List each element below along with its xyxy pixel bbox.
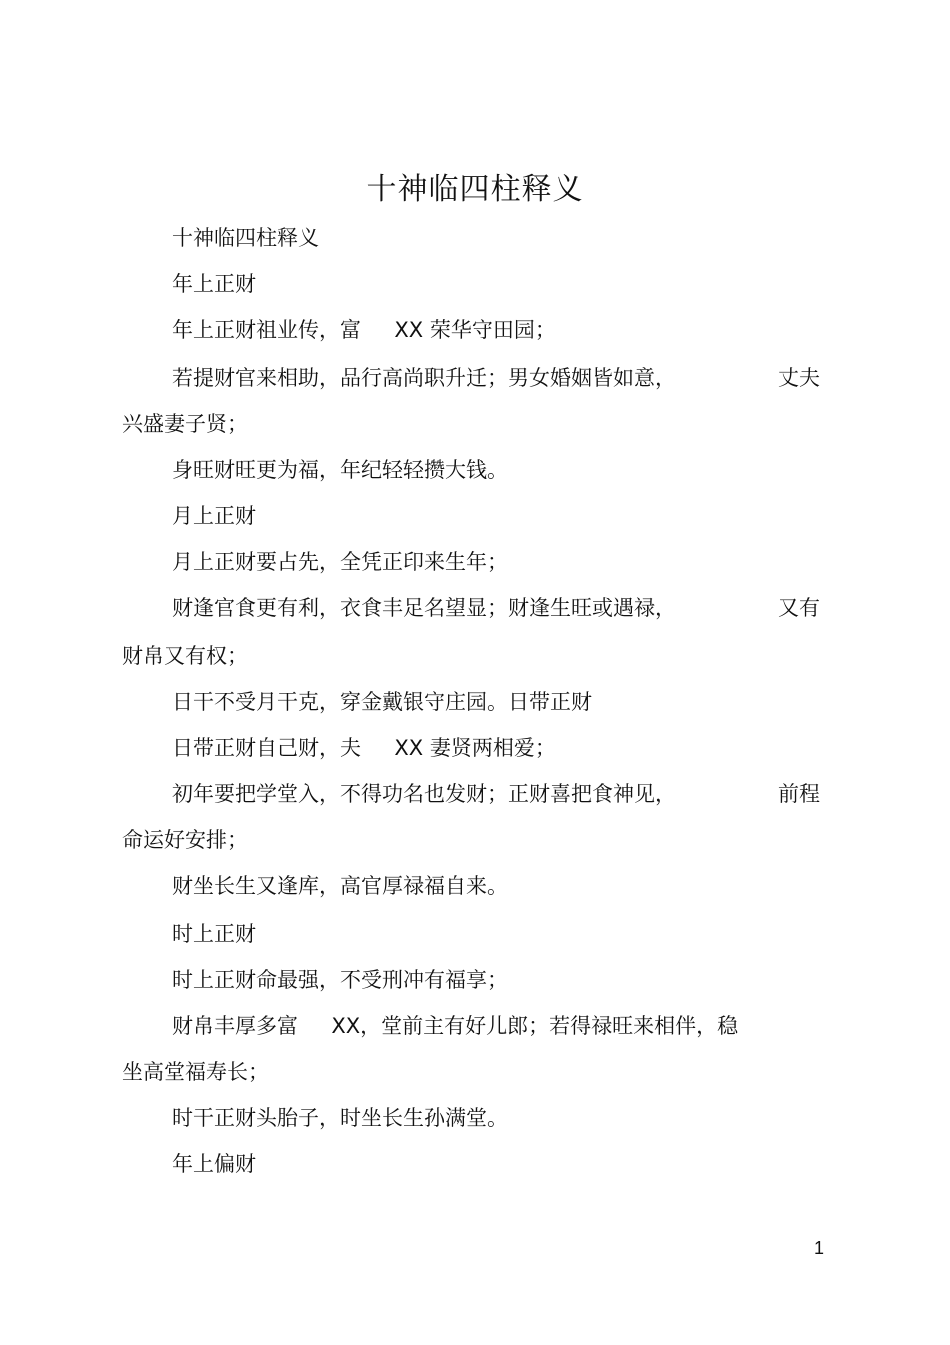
text-line: 时上正财命最强，不受刑冲有福享；	[172, 968, 508, 992]
text-line-tail: 丈夫	[778, 366, 820, 390]
text-line: 初年要把学堂入，不得功名也发财；正财喜把食神见，	[172, 782, 676, 806]
text-line: 财坐长生又逢库，高官厚禄福自来。	[172, 874, 508, 898]
text-line: 财帛丰厚多富 XX，堂前主有好儿郎；若得禄旺来相伴，稳	[172, 1014, 739, 1038]
text-line: 月上正财要占先，全凭正印来生年；	[172, 550, 508, 574]
text-line: 日干不受月干克，穿金戴银守庄园。日带正财	[172, 690, 592, 714]
section-heading: 年上正财	[172, 272, 256, 296]
text-line: 身旺财旺更为福，年纪轻轻攒大钱。	[172, 458, 508, 482]
text-line-tail: 前程	[778, 782, 820, 806]
text-line: 时干正财头胎子，时坐长生孙满堂。	[172, 1106, 508, 1130]
section-heading: 年上偏财	[172, 1152, 256, 1176]
section-heading: 月上正财	[172, 504, 256, 528]
text-line: 财逢官食更有利，衣食丰足名望显；财逢生旺或遇禄，	[172, 596, 676, 620]
text-line: 若提财官来相助，品行高尚职升迁；男女婚姻皆如意，	[172, 366, 676, 390]
text-line-continued: 财帛又有权；	[122, 644, 248, 668]
page-title: 十神临四柱释义	[366, 172, 584, 207]
text-line: 日带正财自己财，夫 XX 妻贤两相爱；	[172, 736, 556, 760]
text-line-continued: 坐高堂福寿长；	[122, 1060, 269, 1084]
text-line-continued: 兴盛妻子贤；	[122, 412, 248, 436]
text-line-tail: 又有	[778, 596, 820, 620]
text-line: 十神临四柱释义	[172, 226, 319, 250]
text-line: 年上正财祖业传，富 XX 荣华守田园；	[172, 318, 556, 342]
text-line-continued: 命运好安排；	[122, 828, 248, 852]
section-heading: 时上正财	[172, 922, 256, 946]
page-number: 1	[814, 1238, 825, 1258]
